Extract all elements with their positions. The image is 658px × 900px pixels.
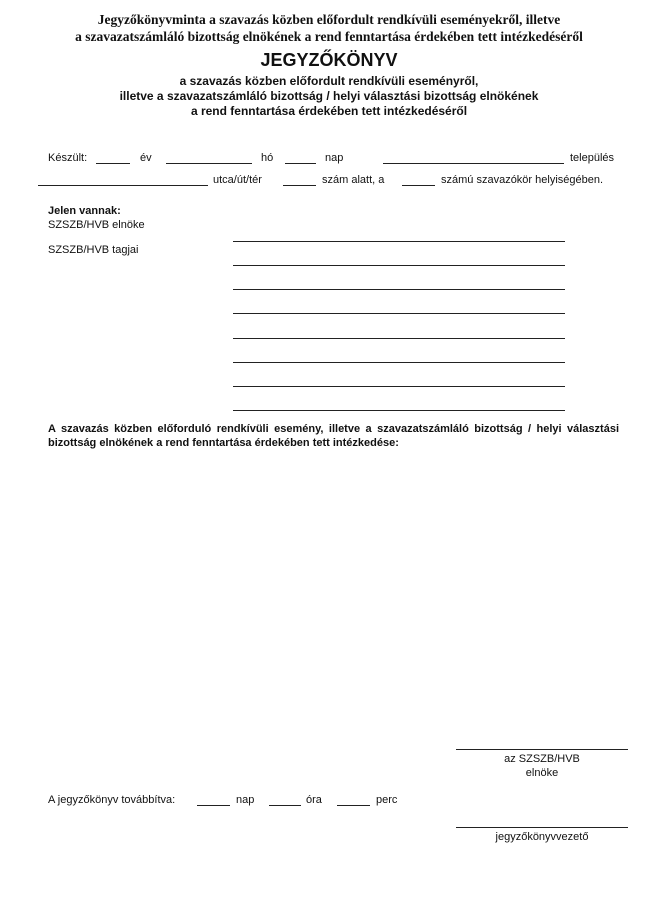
member-name-line[interactable] (233, 313, 565, 314)
chair-signature-label-2: elnöke (525, 767, 559, 779)
member-name-line[interactable] (233, 362, 565, 363)
made-label: Készült: (48, 152, 88, 164)
clerk-signature-line[interactable] (456, 827, 628, 828)
forwarded-minute-field[interactable] (337, 805, 370, 806)
member-name-line[interactable] (233, 338, 565, 339)
street-label: utca/út/tér (213, 174, 262, 186)
day-field[interactable] (285, 163, 316, 164)
header-line-1: Jegyzőkönyvminta a szavazás közben előfordult rendkívüli eseményekről, illetve (97, 12, 561, 27)
forwarded-hour-label: óra (306, 794, 322, 806)
event-description-area[interactable] (48, 458, 619, 738)
subtitle-line-3: a rend fenntartása érdekében tett intézkedéséről (190, 104, 468, 118)
forwarded-label: A jegyzőkönyv továbbítva: (48, 794, 176, 806)
settlement-label: település (570, 152, 615, 164)
number-label: szám alatt, a (322, 174, 385, 186)
subtitle-line-1: a szavazás közben előfordult rendkívüli eseményről, (179, 74, 479, 88)
district-label: számú szavazókör helyiségében. (441, 174, 604, 186)
chair-signature-label-1: az SZSZB/HVB (504, 753, 580, 765)
member-name-line[interactable] (233, 289, 565, 290)
document-title: JEGYZŐKÖNYV (260, 50, 398, 70)
header-line-2: a szavazatszámláló bizottság elnökének a rend fenntartása érdekében tett intézkedéséről (75, 29, 583, 44)
year-label: év (140, 152, 152, 164)
chair-label: SZSZB/HVB elnöke (48, 219, 145, 231)
forwarded-hour-field[interactable] (269, 805, 301, 806)
number-field[interactable] (283, 185, 316, 186)
forwarded-day-label: nap (236, 794, 255, 806)
clerk-signature-label: jegyzőkönyvvezető (495, 831, 589, 843)
member-name-line[interactable] (233, 265, 565, 266)
year-field[interactable] (96, 163, 130, 164)
forwarded-minute-label: perc (376, 794, 398, 806)
chair-signature-line[interactable] (456, 749, 628, 750)
member-name-line[interactable] (233, 410, 565, 411)
chair-name-line[interactable] (233, 241, 565, 242)
present-heading: Jelen vannak: (48, 205, 121, 217)
subtitle-line-2: illetve a szavazatszámláló bizottság / helyi választási bizottság elnökének (119, 89, 539, 103)
day-label: nap (325, 152, 344, 164)
member-name-line[interactable] (233, 386, 565, 387)
street-field[interactable] (38, 185, 208, 186)
members-label: SZSZB/HVB tagjai (48, 244, 139, 256)
settlement-field[interactable] (383, 163, 564, 164)
month-label: hó (261, 152, 274, 164)
month-field[interactable] (166, 163, 252, 164)
event-heading-line-1: A szavazás közben előforduló rendkívüli esemény, illetve a szavazatszámláló bizottság / helyi választási (48, 423, 619, 435)
forwarded-day-field[interactable] (197, 805, 230, 806)
district-field[interactable] (402, 185, 435, 186)
event-heading-line-2: bizottság elnökének a rend fenntartása érdekében tett intézkedése: (48, 437, 399, 449)
